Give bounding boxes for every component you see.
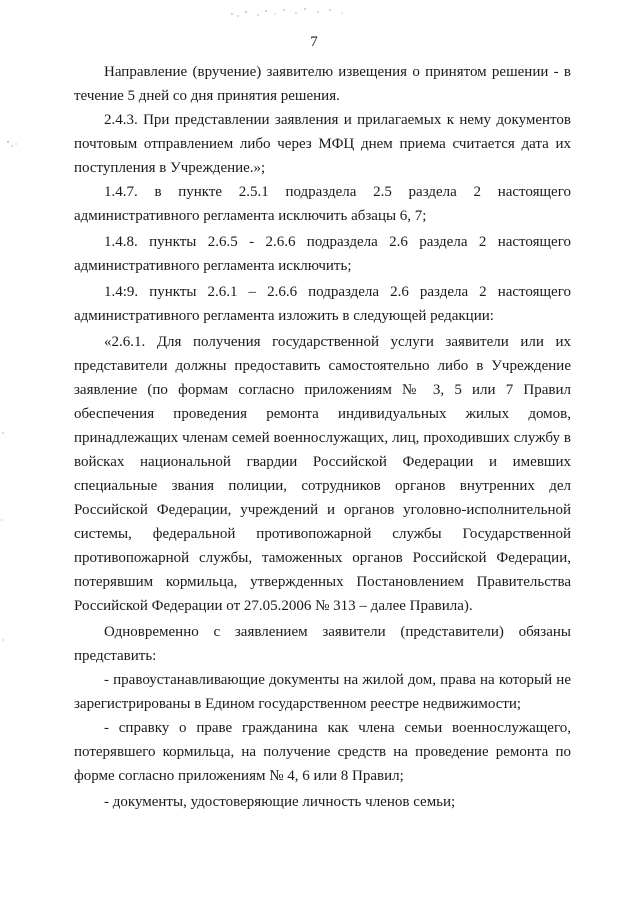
list-item-title-documents: - правоустанавливающие документы на жилой дом, права на который не зарегистрированы в Едином государственном реестре недвижимости; bbox=[74, 672, 571, 712]
paragraph-2-4-3: 2.4.3. При представлении заявления и прилагаемых к нему документов почтовым отправлением либо через МФЦ днем приема считается дата их поступления в Учреждение.»; bbox=[74, 112, 571, 176]
paragraph-notice-delivery: Направление (вручение) заявителю извещения о принятом решении - в течение 5 дней со дня принятия решения. bbox=[74, 64, 571, 104]
paragraph-1-4-9: 1.4:9. пункты 2.6.1 – 2.6.6 подраздела 2.6 раздела 2 настоящего административного регламента изложить в следующей редакции: bbox=[74, 284, 571, 324]
paragraph-1-4-7: 1.4.7. в пункте 2.5.1 подраздела 2.5 раздела 2 настоящего административного регламента исключить абзацы 6, 7; bbox=[74, 184, 571, 224]
list-item-certificate: - справку о праве гражданина как члена семьи военнослужащего, потерявшего кормильца, на получение средств на проведение ремонта по форме согласно приложениям № 4, 6 или 8 Правил; bbox=[74, 720, 571, 784]
paragraph-1-4-8: 1.4.8. пункты 2.6.5 - 2.6.6 подраздела 2.6 раздела 2 настоящего административного регламента исключить; bbox=[74, 234, 571, 274]
paragraph-2-6-1: «2.6.1. Для получения государственной услуги заявители или их представители должны предоставить самостоятельно либо в Учреждение заявление (по формам согласно приложениям № 3, 5 или 7 Правил обеспечения проведения ремонта индивидуальных жилых домов, принадлежащих членам семей военнослужащих, лиц, проходивших службу в войсках национальной гвардии Российской Федерации и имевших специальные звания полиции, сотрудников органов внутренних дел Российской Федерации, учреждений и органов уголовно-исполнительной системы, федеральной противопожарной службы Государственной противопожарной службы, таможенных органов Российской Федерации, потерявшим кормильца, утвержденных Постановлением Правительства Российской Федерации от 27.05.2006 № 313 – далее Правила). bbox=[74, 334, 571, 614]
page-number: 7 bbox=[310, 34, 318, 50]
list-item-identity-documents: - документы, удостоверяющие личность членов семьи; bbox=[104, 794, 456, 810]
paragraph-simultaneously: Одновременно с заявлением заявители (представители) обязаны представить: bbox=[74, 624, 571, 664]
